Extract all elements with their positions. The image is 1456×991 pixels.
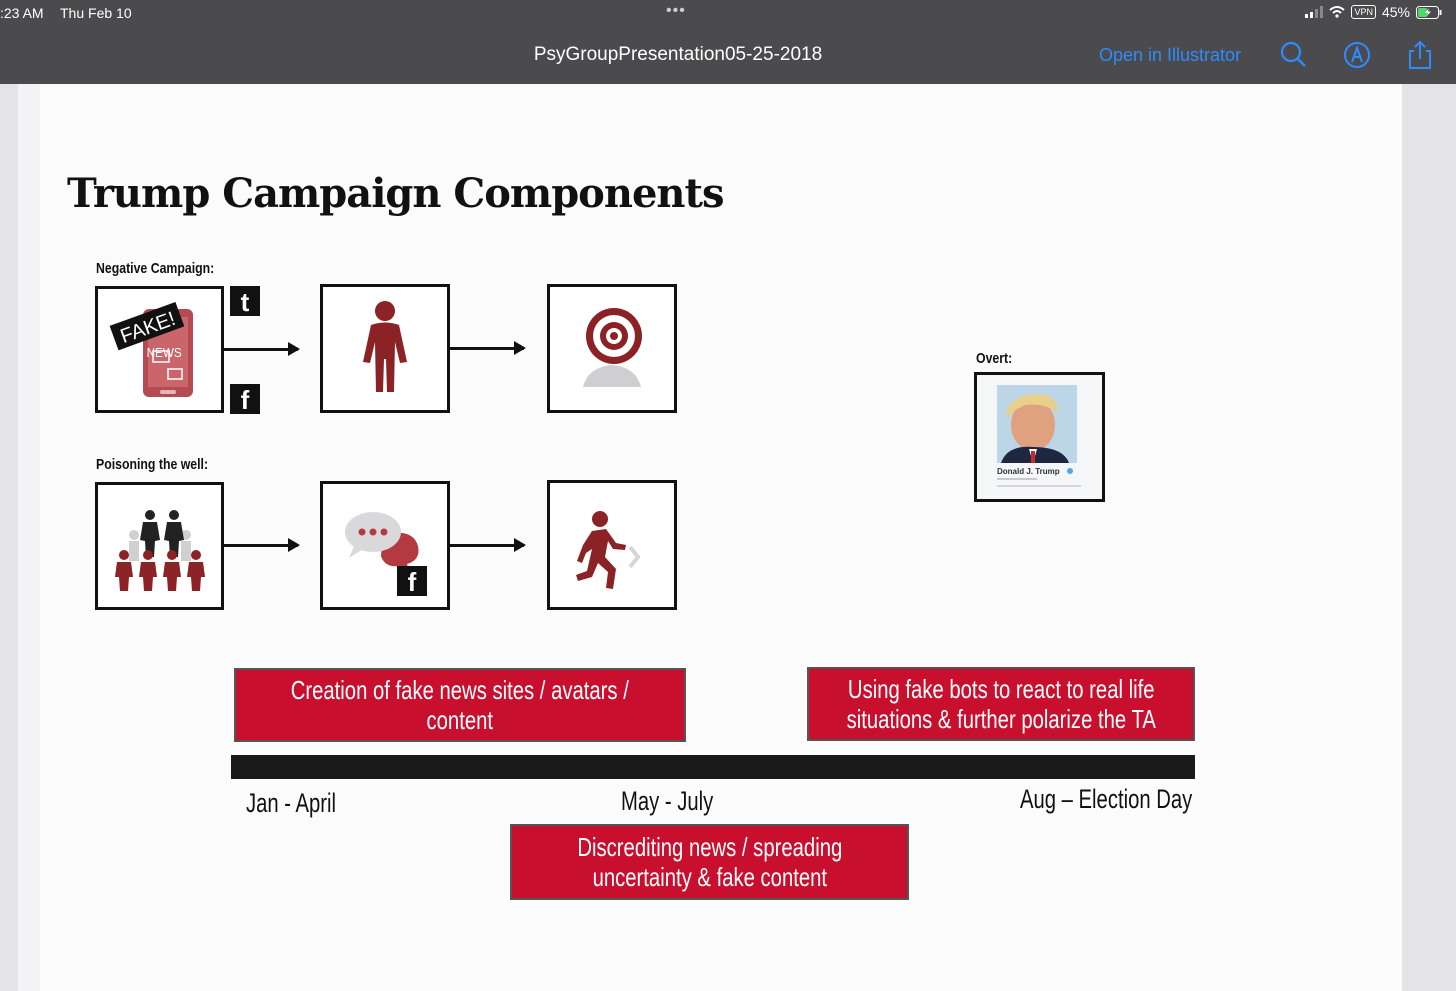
bots-line-1: Using fake bots to react to real life <box>847 674 1155 704</box>
share-icon <box>1405 40 1435 70</box>
timeline-mid-label: May - July <box>621 786 714 816</box>
fake-text: FAKE! <box>117 307 179 348</box>
battery-charging-icon <box>1416 6 1442 19</box>
chat-bubbles-icon <box>323 484 447 607</box>
person-icon <box>323 287 447 410</box>
discrediting-news-box <box>510 824 909 900</box>
chat-box <box>320 481 450 610</box>
creation-line-2: content <box>426 705 494 735</box>
running-person-box <box>547 480 677 610</box>
person-box <box>320 284 450 413</box>
fake-news-box <box>95 286 224 413</box>
timeline-bar <box>231 755 1195 779</box>
trump-tweet-image <box>977 375 1102 499</box>
facebook-icon: f <box>230 384 260 414</box>
creation-fake-news-box <box>234 668 686 742</box>
crowd-icon <box>98 485 221 607</box>
fake-bots-box <box>807 667 1195 741</box>
status-date: Thu Feb 10 <box>60 5 132 21</box>
arrow-3 <box>224 544 298 547</box>
share-button[interactable] <box>1405 40 1435 70</box>
discredit-line-2: uncertainty & fake content <box>592 862 827 892</box>
arrow-1 <box>224 348 298 351</box>
arrow-2 <box>450 347 524 350</box>
markup-button[interactable] <box>1342 40 1372 70</box>
search-button[interactable] <box>1279 40 1309 70</box>
facebook-icon: f <box>397 566 427 596</box>
battery-percent: 45% <box>1381 4 1410 20</box>
signal-icon <box>1305 6 1323 18</box>
discredit-line-1: Discrediting news / spreading <box>577 832 842 862</box>
creation-line-1: Creation of fake news sites / avatars / <box>290 675 630 705</box>
crowd-box <box>95 482 224 610</box>
vpn-badge: VPN <box>1351 5 1376 19</box>
target-box <box>547 284 677 413</box>
overt-box <box>974 372 1105 502</box>
page-edge <box>18 84 40 991</box>
status-bar <box>0 0 1456 28</box>
timeline-end-label: Aug – Election Day <box>1020 784 1193 814</box>
timeline-start-label: Jan - April <box>246 788 337 818</box>
markup-pen-icon <box>1342 40 1372 70</box>
poisoning-well-label: Poisoning the well: <box>96 456 209 473</box>
nav-bar <box>0 28 1456 84</box>
multitasking-dots[interactable]: ••• <box>666 2 686 19</box>
bots-line-2: situations & further polarize the TA <box>846 704 1156 734</box>
tumblr-icon: t <box>230 286 260 316</box>
negative-campaign-label: Negative Campaign: <box>96 260 215 277</box>
open-in-illustrator-button[interactable]: Open in Illustrator <box>1099 45 1242 65</box>
fake-news-phone-icon <box>98 289 221 410</box>
overt-label: Overt: <box>976 350 1013 367</box>
status-time: :23 AM <box>0 5 44 21</box>
arrow-4 <box>450 544 524 547</box>
news-text: NEWS <box>146 345 182 361</box>
search-icon <box>1279 40 1309 70</box>
document-title: PsyGroupPresentation05-25-2018 <box>533 44 823 65</box>
status-right <box>1305 4 1442 20</box>
target-icon <box>550 287 674 410</box>
running-person-icon <box>550 483 674 607</box>
wifi-icon <box>1329 6 1345 18</box>
slide-title: Trump Campaign Components <box>67 170 724 217</box>
tweet-author-name: Donald J. Trump <box>997 467 1060 476</box>
